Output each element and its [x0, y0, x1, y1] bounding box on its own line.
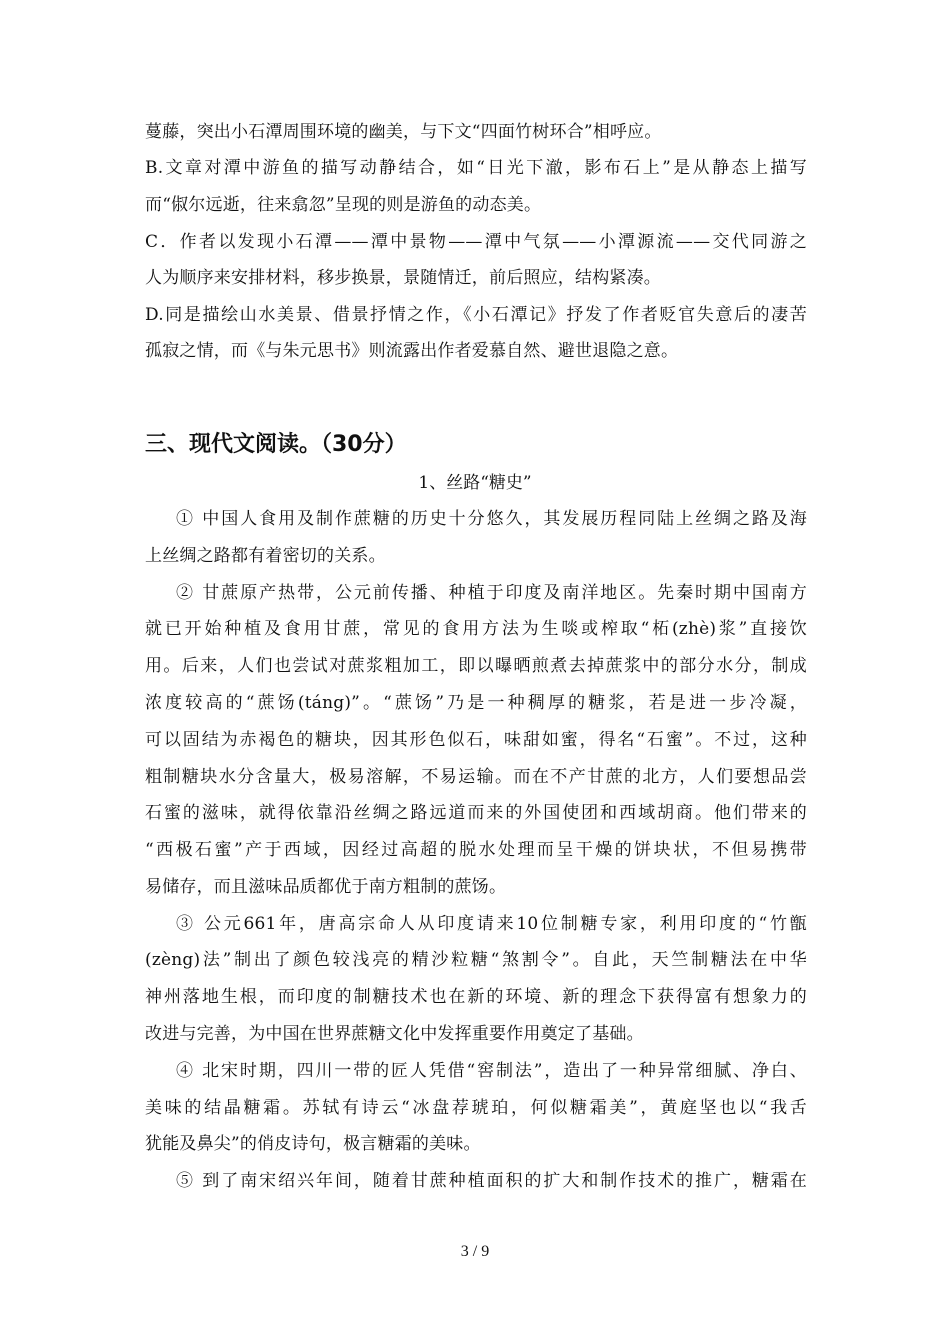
paragraph-1-line-1: ① 中国人食用及制作蔗糖的历史十分悠久，其发展历程同陆上丝绸之路及海 — [176, 509, 807, 529]
paragraph-2-line-7: 石蜜的滋味，就得依靠沿丝绸之路远道而来的外国使团和西域胡商。他们带来的 — [145, 803, 807, 823]
option-b-line-1: B.文章对潭中游鱼的描写动静结合，如“日光下澈，影布石上”是从静态上描写 — [145, 158, 807, 178]
paragraph-3-line-2: (zèng)法”制出了颜色较浅亮的精沙粒糖“煞割令”。自此，天竺制糖法在中华 — [145, 950, 807, 970]
paragraph-3-line-3: 神州落地生根，而印度的制糖技术也在新的环境、新的理念下获得富有想象力的 — [145, 987, 807, 1007]
paragraph-2-line-9: 易储存，而且滋味品质都优于南方粗制的蔗饧。 — [145, 877, 507, 897]
article-title: 1、丝路“糖史” — [418, 473, 532, 493]
paragraph-2-line-8: “西极石蜜”产于西域，因经过高超的脱水处理而呈干燥的饼块状，不但易携带 — [145, 840, 807, 860]
paragraph-5-line-1: ⑤ 到了南宋绍兴年间，随着甘蔗种植面积的扩大和制作技术的推广，糖霜在 — [176, 1171, 807, 1191]
paragraph-3-line-1: ③ 公元661年，唐高宗命人从印度请来10位制糖专家，利用印度的“竹甑 — [176, 914, 807, 934]
option-c-line-2: 人为顺序来安排材料，移步换景，景随情迁，前后照应，结构紧凑。 — [145, 268, 661, 288]
paragraph-2-line-6: 粗制糖块水分含量大，极易溶解，不易运输。而在不产甘蔗的北方，人们要想品尝 — [145, 767, 807, 787]
paragraph-2-line-1: ② 甘蔗原产热带，公元前传播、种植于印度及南洋地区。先秦时期中国南方 — [176, 583, 807, 603]
option-a-continuation: 蔓藤，突出小石潭周围环境的幽美，与下文“四面竹树环合”相呼应。 — [145, 122, 662, 142]
paragraph-4-line-2: 美味的结晶糖霜。苏轼有诗云“冰盘荐琥珀，何似糖霜美”，黄庭坚也以“我舌 — [145, 1098, 807, 1118]
option-d-line-1: D.同是描绘山水美景、借景抒情之作，《小石潭记》抒发了作者贬官失意后的凄苦 — [145, 305, 807, 325]
paragraph-4-line-3: 犹能及鼻尖”的俏皮诗句，极言糖霜的美味。 — [145, 1134, 481, 1154]
paragraph-4-line-1: ④ 北宋时期，四川一带的匠人凭借“窖制法”，造出了一种异常细腻、净白、 — [176, 1061, 807, 1081]
option-d-line-2: 孤寂之情，而《与朱元思书》则流露出作者爱慕自然、避世退隐之意。 — [145, 341, 679, 361]
paragraph-2-line-4: 浓度较高的“蔗饧(táng)”。“蔗饧”乃是一种稠厚的糖浆，若是进一步冷凝， — [145, 693, 807, 713]
paragraph-1-line-2: 上丝绸之路都有着密切的关系。 — [145, 546, 386, 566]
paragraph-3-line-4: 改进与完善，为中国在世界蔗糖文化中发挥重要作用奠定了基础。 — [145, 1024, 644, 1044]
section-heading: 三、现代文阅读。（30分） — [145, 432, 407, 457]
page-number: 3 / 9 — [460, 1243, 490, 1260]
paragraph-2-line-3: 用。后来，人们也尝试对蔗浆粗加工，即以曝晒煎煮去掉蔗浆中的部分水分，制成 — [145, 656, 807, 676]
paragraph-2-line-5: 可以固结为赤褐色的糖块，因其形色似石，味甜如蜜，得名“石蜜”。不过，这种 — [145, 730, 807, 750]
paragraph-2-line-2: 就已开始种植及食用甘蔗，常见的食用方法为生啖或榨取“柘(zhè)浆”直接饮 — [145, 619, 807, 639]
option-b-line-2: 而“俶尔远逝，往来翕忽”呈现的则是游鱼的动态美。 — [145, 195, 542, 215]
option-c-line-1: C．作者以发现小石潭——潭中景物——潭中气氛——小潭源流——交代同游之 — [145, 232, 807, 252]
